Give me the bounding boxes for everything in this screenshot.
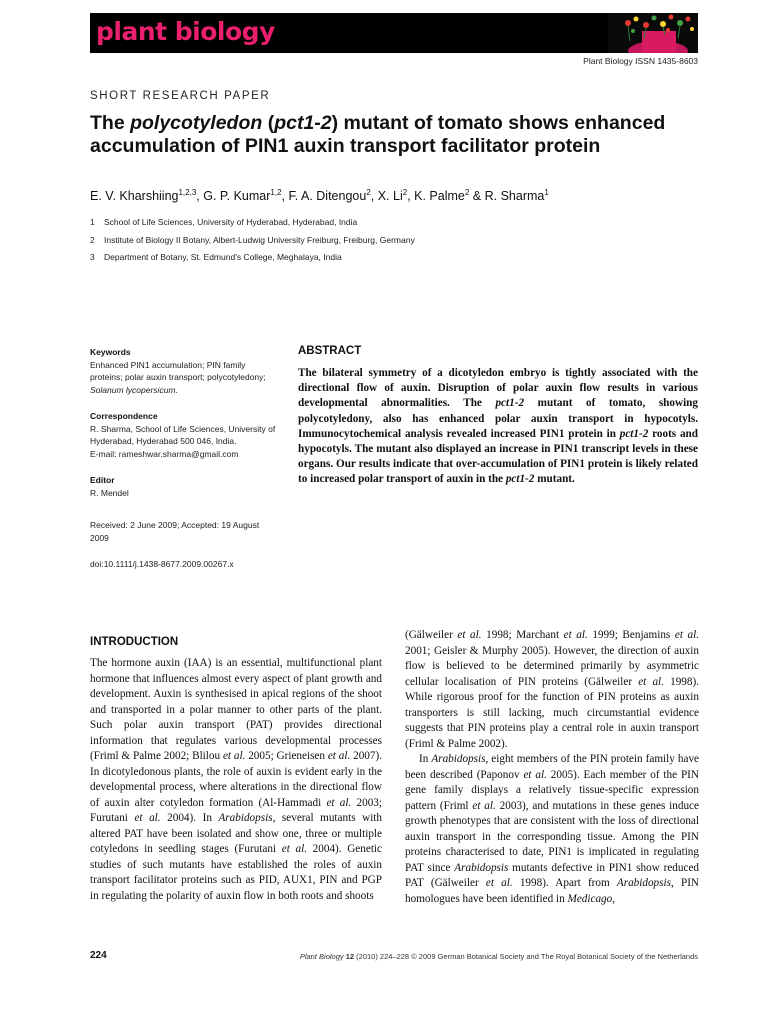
editor-block xyxy=(90,474,280,499)
affiliation: 1 School of Life Sciences, University of Hyderabad, Hyderabad, India xyxy=(90,217,358,227)
article-title: The polycotyledon (pct1-2) mutant of tomato shows enhanced accumulation of PIN1 auxin transport facilitator protein xyxy=(90,112,666,157)
author-name: R. Sharma xyxy=(484,189,545,204)
introduction-heading: INTRODUCTION xyxy=(90,636,179,648)
body-column-left xyxy=(90,656,382,904)
author-name: G. P. Kumar xyxy=(203,189,271,204)
author-name: F. A. Ditengou xyxy=(288,189,367,204)
doi[interactable]: doi:10.1111/j.1438-8677.2009.00267.x xyxy=(90,559,234,569)
editor-heading: Editor xyxy=(90,475,115,485)
banner-flower-art xyxy=(608,13,698,53)
paragraph: In Arabidopsis, eight members of the PIN protein family have been described (Paponov et al. 2005). Each member of the PIN gene family displays a relatively tissue-specific expression pattern (Friml et al. 2003), and mutations in these genes induce growth phenotypes that are consistent with the loss of directional auxin transport in the corresponding tissue. Among the PIN proteins characterised to date, PIN1 is implicated in regulating PAT since Arabidopsis mutants defective in PIN1 show reduced PAT (Gälweiler et al. 1998). Apart from Arabidopsis, PIN homologues have been identified in Medicago, xyxy=(405,753,700,905)
citation-footer: Plant Biology 12 (2010) 224–228 © 2009 German Botanical Society and The Royal Botanical Society of the Netherlands xyxy=(299,952,698,961)
abstract-heading: ABSTRACT xyxy=(298,345,362,357)
page-number: 224 xyxy=(90,950,107,961)
author-name: X. Li xyxy=(377,189,403,204)
correspondence-email[interactable]: E-mail: rameshwar.sharma@gmail.com xyxy=(90,448,239,459)
affiliation-list xyxy=(90,214,415,267)
received-accepted-dates: Received: 2 June 2009; Accepted: 19 August 2009 xyxy=(90,520,260,543)
article-metadata-column xyxy=(90,346,280,585)
keywords-heading: Keywords xyxy=(90,347,131,357)
paragraph: The hormone auxin (IAA) is an essential, multifunctional plant hormone that influences almost every aspect of plant growth and development. Auxin is synthesised in apical regions of the shoot and transported in a polar manner to other parts of the plant. Such polar auxin transport (PAT) provides directional information that regulates various developmental processes (Friml & Palme 2002; Blilou et al. 2005; Grieneisen et al. 2007). In dicotyledonous plants, the role of auxin is evident early in the developmental process, where alterations in the directional flow of auxin alter cotyledon formation (Al-Hammadi et al. 2003; Furutani et al. 2004). In Arabidopsis, several mutants with altered PAT have been isolated and show one, three or multiple cotyledons in seedling stages (Furutani et al. 2004). Genetic studies of such mutants have established the roles of auxin transport facilitator proteins such as PID, AUX1, PIN and PGP in regulating the polarity of auxin flow in both roots and shoots xyxy=(90,657,383,902)
journal-logo: plant biology xyxy=(96,17,275,46)
affiliation: 3 Department of Botany, St. Edmund's College, Meghalaya, India xyxy=(90,252,342,262)
abstract-body: The bilateral symmetry of a dicotyledon embryo is tightly associated with the directional flow of auxin. Disruption of polar auxin flow results in various developmental abnormalities. The pct1-2 mutant of tomato, showing polycotyledony, also has enhanced polar auxin transport in hypocotyls. Immunocytochemical analysis revealed increased PIN1 protein in pct1-2 roots and hypocotyls. The mutant also displayed an increase in PIN1 transcript levels in these organs. Our results indicate that over-accumulation of PIN1 protein is likely related to increased polar transport of auxin in the pct1-2 mutant. xyxy=(298,367,698,486)
author-list: E. V. Kharshiing$^{1,2,3}$, G. P. Kumar$^{1,2}$, F. A. Ditengou$^2$, X. Li$^2$, K. Palme$^2$ & R. Sharma$^1$ xyxy=(90,188,549,204)
correspondence-address: R. Sharma, School of Life Sciences, University of Hyderabad, Hyderabad 500 046, India. xyxy=(90,423,276,446)
paragraph: (Gälweiler et al. 1998; Marchant et al. 1999; Benjamins et al. 2001; Geisler & Murphy 2005). However, the direction of auxin flow is believed to be determined primarily by asymmetric cellular localisation of PIN proteins (Gälweiler et al. 1998). While rigorous proof for the function of PIN proteins as auxin transporters is still lacking, much circumstantial evidence suggests that PIN proteins play a central role in auxin transport (Friml & Palme 2002). xyxy=(405,629,700,750)
body-column-right xyxy=(405,628,699,907)
journal-banner xyxy=(90,13,698,53)
author-name: K. Palme xyxy=(414,189,465,204)
correspondence-block xyxy=(90,410,280,460)
editor-name: R. Mendel xyxy=(90,487,129,498)
correspondence-heading: Correspondence xyxy=(90,411,158,421)
keywords-text: Enhanced PIN1 accumulation; PIN family proteins; polar auxin transport; polycotyledony; Solanum lycopersicum. xyxy=(90,359,266,395)
journal-issn: Plant Biology ISSN 1435-8603 xyxy=(583,56,698,66)
author-name: E. V. Kharshiing xyxy=(90,189,179,204)
keywords-block xyxy=(90,346,280,396)
section-label: SHORT RESEARCH PAPER xyxy=(90,90,271,102)
affiliation: 2 Institute of Biology II Botany, Albert-Ludwig University Freiburg, Freiburg, Germany xyxy=(90,234,415,245)
abstract xyxy=(298,345,698,488)
